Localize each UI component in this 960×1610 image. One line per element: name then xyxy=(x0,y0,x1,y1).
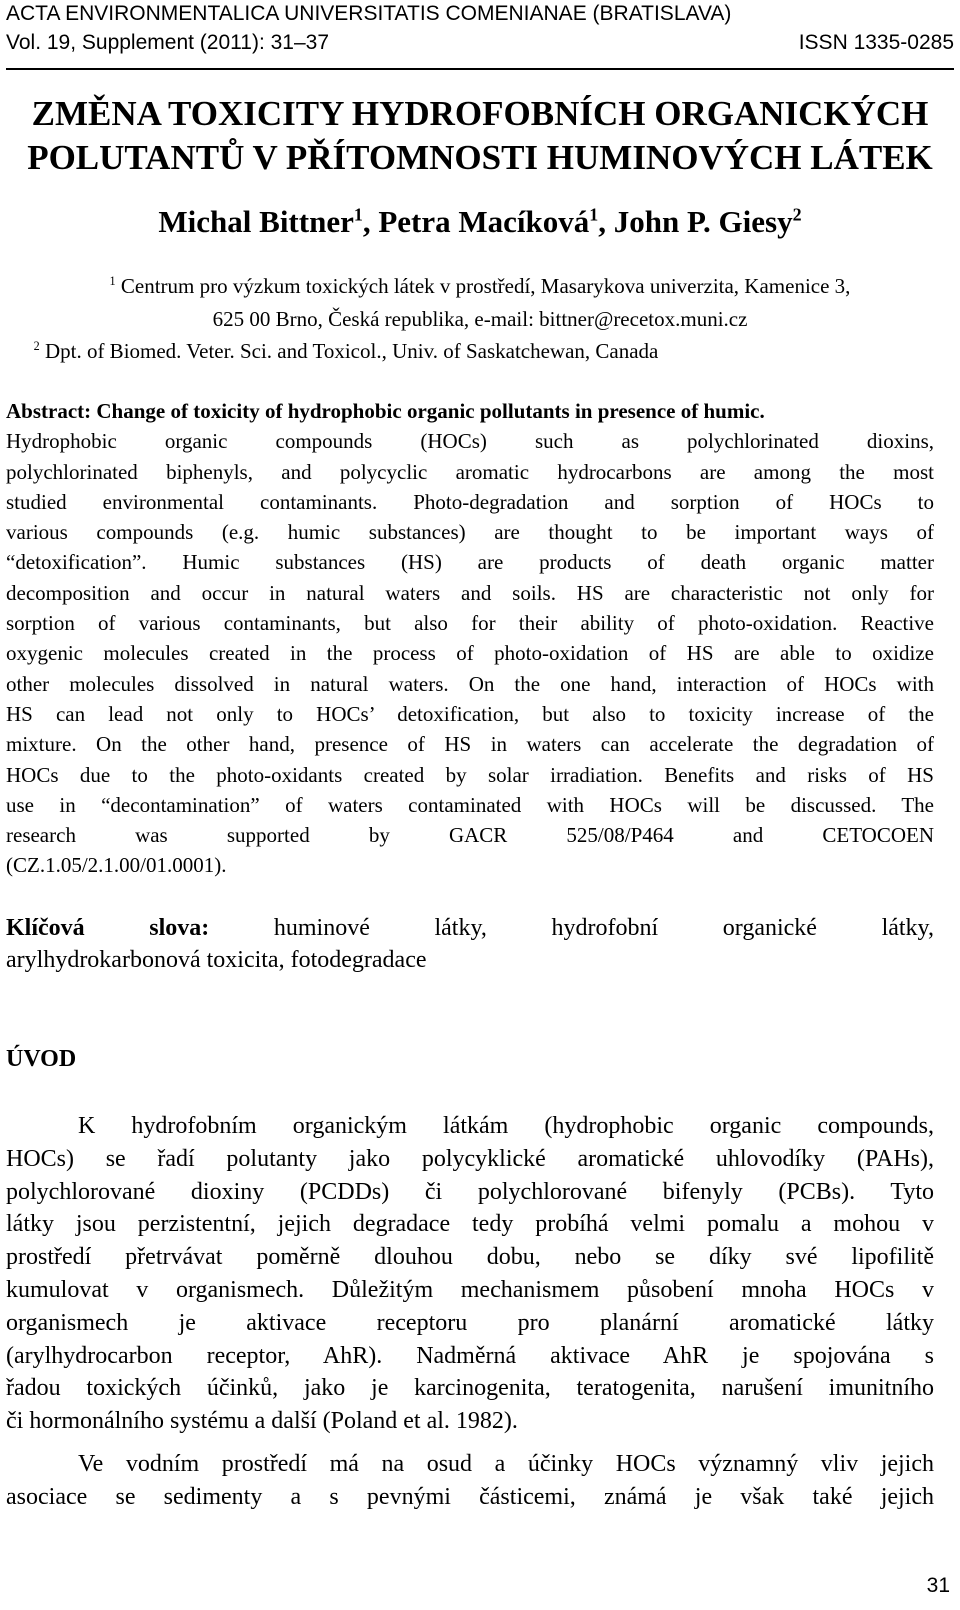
page-number: 31 xyxy=(926,1574,950,1597)
author-affiliation-mark: 1 xyxy=(353,204,363,225)
title-line-1: ZMĚNA TOXICITY HYDROFOBNÍCH ORGANICKÝCH xyxy=(31,94,929,133)
abstract-line: (CZ.1.05/2.1.00/01.0001). xyxy=(6,853,227,878)
paragraph-line: organismech je aktivace receptoru pro planární aromatické látky xyxy=(6,1309,934,1336)
issn: ISSN 1335-0285 xyxy=(798,31,954,54)
affiliation-1-cont xyxy=(6,305,954,333)
volume-line xyxy=(6,31,954,55)
abstract-line: HOCs due to the photo-oxidants created by solar irradiation. Benefits and risks of HS xyxy=(6,762,934,787)
abstract-line: oxygenic molecules created in the process of photo-oxidation of HS are able to oxidize xyxy=(6,641,934,666)
paragraph-line: polychlorované dioxiny (PCDDs) či polychlorované bifenyly (PCBs). Tyto xyxy=(6,1178,934,1205)
affiliation-text: Centrum pro výzkum toxických látek v prostředí, Masarykova univerzita, Kamenice 3, xyxy=(120,274,851,298)
paragraph-line: kumulovat v organismech. Důležitým mechanismem působení mnoha HOCs v xyxy=(6,1276,934,1303)
paragraph-line: řadou toxických účinků, jako je karcinogenita, teratogenita, narušení imunitního xyxy=(6,1375,934,1402)
abstract-heading: Abstract: Change of toxicity of hydrophobic organic pollutants in presence of humic. xyxy=(6,399,765,423)
abstract-line: sorption of various contaminants, but also for their ability of photo-oxidation. Reactive xyxy=(6,611,934,636)
author-name: Michal Bittner xyxy=(158,204,354,239)
abstract-line: various compounds (e.g. humic substances) are thought to be important ways of xyxy=(6,520,934,545)
author-name: John P. Giesy xyxy=(613,204,793,239)
paragraph-line: (arylhydrocarbon receptor, AhR). Nadměrná aktivace AhR je spojována s xyxy=(6,1342,934,1369)
header-rule xyxy=(6,68,954,70)
affiliation-number: 2 xyxy=(33,339,40,353)
affiliation-1 xyxy=(6,272,954,300)
author-name: Petra Macíková xyxy=(378,204,590,239)
paragraph-line: či hormonálního systému a další (Poland et al. 1982). xyxy=(6,1408,518,1435)
journal-header xyxy=(6,2,954,26)
volume-info: Vol. 19, Supplement (2011): 31–37 xyxy=(6,31,330,54)
paragraph-2 xyxy=(6,1448,934,1514)
affiliation-text: Dpt. of Biomed. Veter. Sci. and Toxicol., Univ. of Saskatchewan, Canada xyxy=(44,339,659,363)
abstract xyxy=(6,396,934,881)
abstract-line: Hydrophobic organic compounds (HOCs) such as polychlorinated dioxins, xyxy=(6,429,934,454)
keywords-text: huminové látky, hydrofobní organické látky, xyxy=(273,915,934,941)
keywords-label: Klíčová slova: xyxy=(6,915,210,941)
abstract-line: research was supported by GACR 525/08/P464 and CETOCOEN xyxy=(6,823,934,848)
abstract-line: mixture. On the other hand, presence of HS in waters can accelerate the degradation of xyxy=(6,732,934,757)
author-affiliation-mark: 2 xyxy=(792,204,802,225)
journal-name: ACTA ENVIRONMENTALICA UNIVERSITATIS COMENIANAE (BRATISLAVA) xyxy=(6,2,732,25)
paragraph-1 xyxy=(6,1110,934,1438)
abstract-line: polychlorinated biphenyls, and polycyclic aromatic hydrocarbons are among the most xyxy=(6,459,934,484)
affiliation-text: 625 00 Brno, Česká republika, e-mail: bittner@recetox.muni.cz xyxy=(212,307,748,331)
keywords-line-2: arylhydrokarbonová toxicita, fotodegradace xyxy=(6,947,427,973)
abstract-line: other molecules dissolved in natural waters. On the one hand, interaction of HOCs with xyxy=(6,671,934,696)
paragraph-line: Ve vodním prostředí má na osud a účinky HOCs významný vliv jejich xyxy=(78,1451,934,1477)
title-line-2: POLUTANTŮ V PŘÍTOMNOSTI HUMINOVÝCH LÁTEK xyxy=(27,138,933,177)
abstract-line: use in “decontamination” of waters contaminated with HOCs will be discussed. The xyxy=(6,792,934,817)
abstract-line: studied environmental contaminants. Photo-degradation and sorption of HOCs to xyxy=(6,489,934,514)
author-list: Michal Bittner$^1$, Petra Macíková$^1$, John P. Giesy$^2$ xyxy=(158,204,802,239)
paragraph-line: látky jsou perzistentní, jejich degradace tedy probíhá velmi pomalu a mohou v xyxy=(6,1211,934,1238)
abstract-line: “detoxification”. Humic substances (HS) are products of death organic matter xyxy=(6,550,934,575)
paper-title xyxy=(6,92,954,180)
paragraph-line: prostředí přetrvávat poměrně dlouhou dobu, nebo se díky své lipofilitě xyxy=(6,1244,934,1271)
affiliation-number: 1 xyxy=(109,274,116,288)
affiliation-2 xyxy=(0,337,820,365)
abstract-line: HS can lead not only to HOCs’ detoxification, but also to toxicity increase of the xyxy=(6,701,934,726)
abstract-line: decomposition and occur in natural waters and soils. HS are characteristic not only for xyxy=(6,580,934,605)
paragraph-line: K hydrofobním organickým látkám (hydrophobic organic compounds, xyxy=(78,1113,934,1139)
author-affiliation-mark: 1 xyxy=(589,204,599,225)
paragraph-line: asociace se sedimenty a s pevnými částicemi, známá je však také jejich xyxy=(6,1483,934,1510)
paragraph-line: HOCs) se řadí polutanty jako polycyklické aromatické uhlovodíky (PAHs), xyxy=(6,1145,934,1172)
keywords-line-1 xyxy=(6,912,934,944)
section-heading: ÚVOD xyxy=(6,1046,77,1072)
keywords xyxy=(6,912,934,976)
